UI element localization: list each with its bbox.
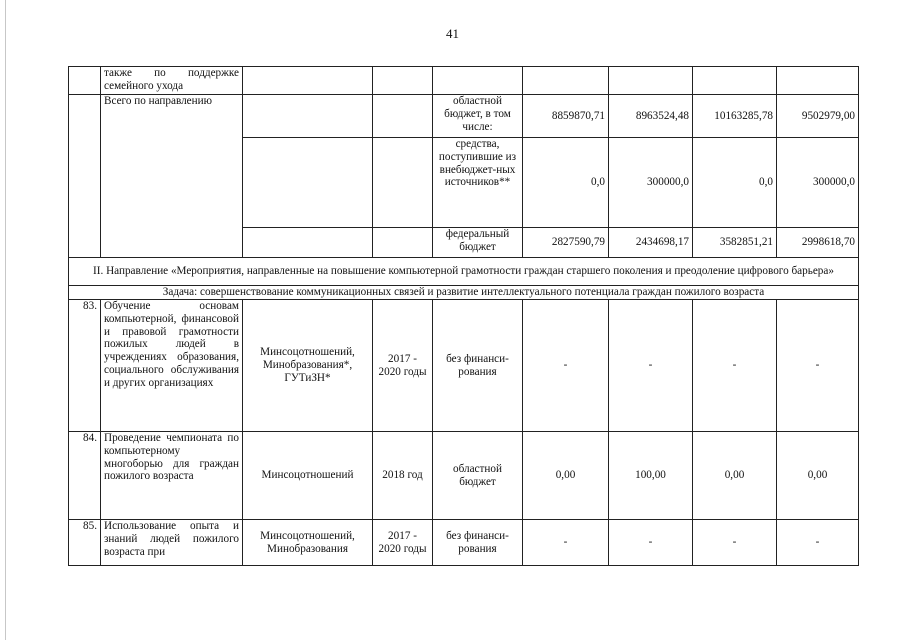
- value-2018: 8963524,48: [609, 95, 693, 138]
- scan-edge-line: [5, 0, 6, 640]
- row-number: 83.: [69, 300, 101, 432]
- value-2017: -: [523, 300, 609, 432]
- funding-source-cell: областной бюджет: [433, 432, 523, 520]
- value-2018: 2434698,17: [609, 228, 693, 258]
- funding-source-cell: областной бюджет, в том числе:: [433, 95, 523, 138]
- task-text: Задача: совершенствование коммуникационных связей и развитие интеллектуального потенциала граждан пожилого возраста: [69, 286, 859, 300]
- executor-cell: Минсоцотношений, Минобразования*, ГУТиЗН*: [243, 300, 373, 432]
- measure-name-cell: также по поддержке семейного ухода: [101, 67, 243, 95]
- value-2020: 0,00: [777, 432, 859, 520]
- period-cell: 2017 - 2020 годы: [373, 520, 433, 566]
- funding-source-cell: федеральный бюджет: [433, 228, 523, 258]
- section-title: II. Направление «Мероприятия, направленные на повышение компьютерной грамотности граждан старшего поколения и преодоление цифрового барьера»: [69, 258, 859, 286]
- value-2019: 3582851,21: [693, 228, 777, 258]
- measure-name-cell: Проведение чемпионата по компьютерному многоборью для граждан пожилого возраста: [101, 432, 243, 520]
- table-row-total-regional: [69, 95, 859, 138]
- value-2019: -: [693, 520, 777, 566]
- value-2020: -: [777, 520, 859, 566]
- row-number: 84.: [69, 432, 101, 520]
- row-number-cell: [69, 67, 101, 95]
- executor-cell: Минсоцотношений, Минобразования: [243, 520, 373, 566]
- period-cell: 2018 год: [373, 432, 433, 520]
- measure-name-cell: Использование опыта и знаний людей пожилого возраста при: [101, 520, 243, 566]
- section-row: [69, 258, 859, 286]
- value-2017: 0,00: [523, 432, 609, 520]
- value-2020: 2998618,70: [777, 228, 859, 258]
- table-row: [69, 432, 859, 520]
- executor-cell: Минсоцотношений: [243, 432, 373, 520]
- funding-source-cell: средства, поступившие из внебюджет-ных источников**: [433, 138, 523, 228]
- table-row: [69, 67, 859, 95]
- funding-source-cell: без финанси-рования: [433, 520, 523, 566]
- value-2017: 0,0: [523, 138, 609, 228]
- value-2019: 0,0: [693, 138, 777, 228]
- value-2020: -: [777, 300, 859, 432]
- value-2019: 0,00: [693, 432, 777, 520]
- value-2017: -: [523, 520, 609, 566]
- value-2017: 8859870,71: [523, 95, 609, 138]
- row-number: 85.: [69, 520, 101, 566]
- value-2018: -: [609, 520, 693, 566]
- value-2019: 10163285,78: [693, 95, 777, 138]
- funding-source-cell: без финанси-рования: [433, 300, 523, 432]
- program-table: [68, 66, 859, 566]
- period-cell: 2017 - 2020 годы: [373, 300, 433, 432]
- total-label-cell: Всего по направлению: [101, 95, 243, 258]
- measure-name-cell: Обучение основам компьютерной, финансовой и правовой грамотности пожилых людей в учреждениях образования, социального обслуживания и других организациях: [101, 300, 243, 432]
- value-2020: 300000,0: [777, 138, 859, 228]
- page-number: 41: [446, 26, 459, 41]
- value-2017: 2827590,79: [523, 228, 609, 258]
- value-2020: 9502979,00: [777, 95, 859, 138]
- value-2018: 100,00: [609, 432, 693, 520]
- table-row: [69, 520, 859, 566]
- value-2019: -: [693, 300, 777, 432]
- value-2018: 300000,0: [609, 138, 693, 228]
- task-row: [69, 286, 859, 300]
- value-2018: -: [609, 300, 693, 432]
- table-row: [69, 300, 859, 432]
